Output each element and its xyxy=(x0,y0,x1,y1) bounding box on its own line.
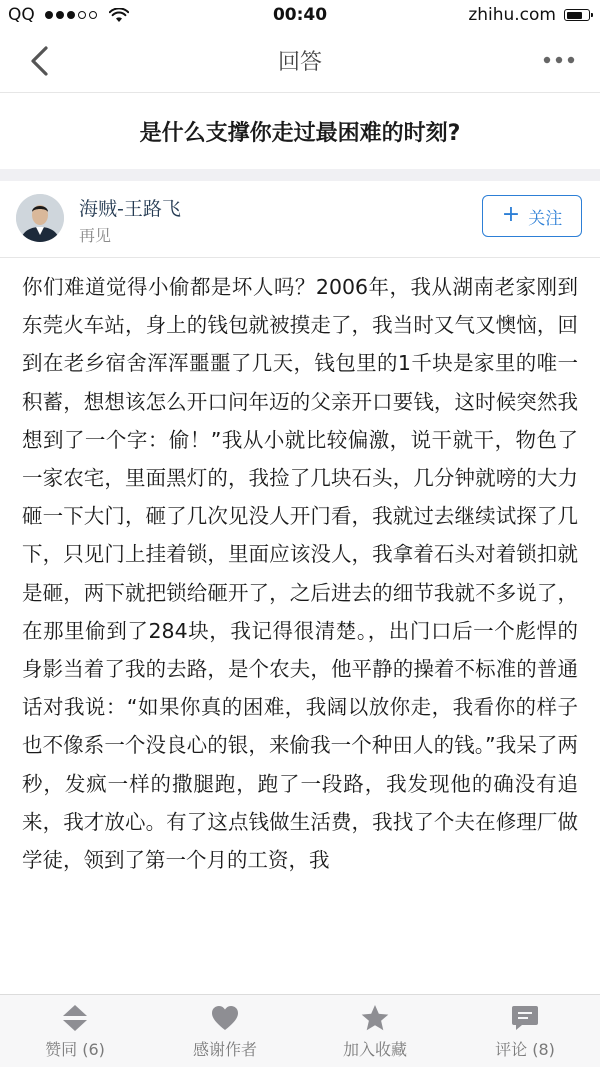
comment-icon xyxy=(510,1003,540,1033)
upvote-label: 赞同 (6) xyxy=(45,1040,105,1059)
star-icon xyxy=(360,1003,390,1033)
author-bio: 再见 xyxy=(79,226,112,245)
author-row xyxy=(0,181,600,258)
status-time: 00:40 xyxy=(272,5,328,25)
question-title[interactable]: 是什么支撑你走过最困难的时刻? xyxy=(139,120,461,146)
follow-label: 关注 xyxy=(528,208,563,229)
nav-title: 回答 xyxy=(277,50,322,75)
heart-icon xyxy=(210,1003,240,1033)
thanks-label: 感谢作者 xyxy=(192,1040,257,1059)
answer-content: 你们难道觉得小偷都是坏人吗？2006年，我从湖南老家刚到东莞火车站，身上的钱包就被摸走了，我当时又气又懊恼，回到在老乡宿舍浑浑噩噩了几天，钱包里的1千块是家里的唯一积蓄，想想该怎么开口问年迈的父亲开口要钱，这时候突然我想到了一个字：偷！”我从小就比较偏激，说干就干，物色了一家农宅，里面黑灯的，我捡了几块石头，几分钟就嗙的大力砸一下大门，砸了几次见没人开门看，我就过去继续试探了几下，只见门上挂着锁，里面应该没人，我拿着石头对着锁扣就是砸，两下就把锁给砸开了，之后进去的细节我就不多说了，在那里偷到了284块，我记得很清楚。，出门口后一个彪悍的身影当着了我的去路，是个农夫，他平静的操着不标准的普通话对我说：“如果你真的困难，我阔以放你走，我看你的样子也不像系一个没良心的银，来偷我一个种田人的钱。”我呆了两秒，发疯一样的撒腿跑，跑了一段路，我发现他的确没有追来，我才放心。有了这点钱做生活费，我找了个夫在修理厂做学徒，领到了第一个月的工资，我 xyxy=(22,275,578,873)
comment-label: 评论 (8) xyxy=(495,1040,555,1059)
battery-icon xyxy=(564,9,590,21)
status-bar xyxy=(0,0,600,30)
carrier-label: QQ xyxy=(8,5,35,25)
site-label: zhihu.com xyxy=(468,5,556,25)
avatar-image xyxy=(16,194,64,242)
upvote-button[interactable] xyxy=(0,995,150,1067)
nav-bar xyxy=(0,30,600,93)
author-name[interactable]: 海贼-王路飞 xyxy=(79,198,181,220)
thanks-button[interactable] xyxy=(150,995,300,1067)
follow-button[interactable] xyxy=(482,195,582,237)
comment-button[interactable] xyxy=(450,995,600,1067)
collect-label: 加入收藏 xyxy=(342,1040,407,1059)
collect-button[interactable] xyxy=(300,995,450,1067)
section-divider xyxy=(0,169,600,181)
upvote-icon xyxy=(60,1003,90,1033)
status-right xyxy=(468,5,590,25)
author-avatar[interactable] xyxy=(16,194,64,242)
plus-icon: + xyxy=(501,202,521,227)
bottom-toolbar xyxy=(0,994,600,1067)
more-options-icon[interactable] xyxy=(542,50,576,70)
